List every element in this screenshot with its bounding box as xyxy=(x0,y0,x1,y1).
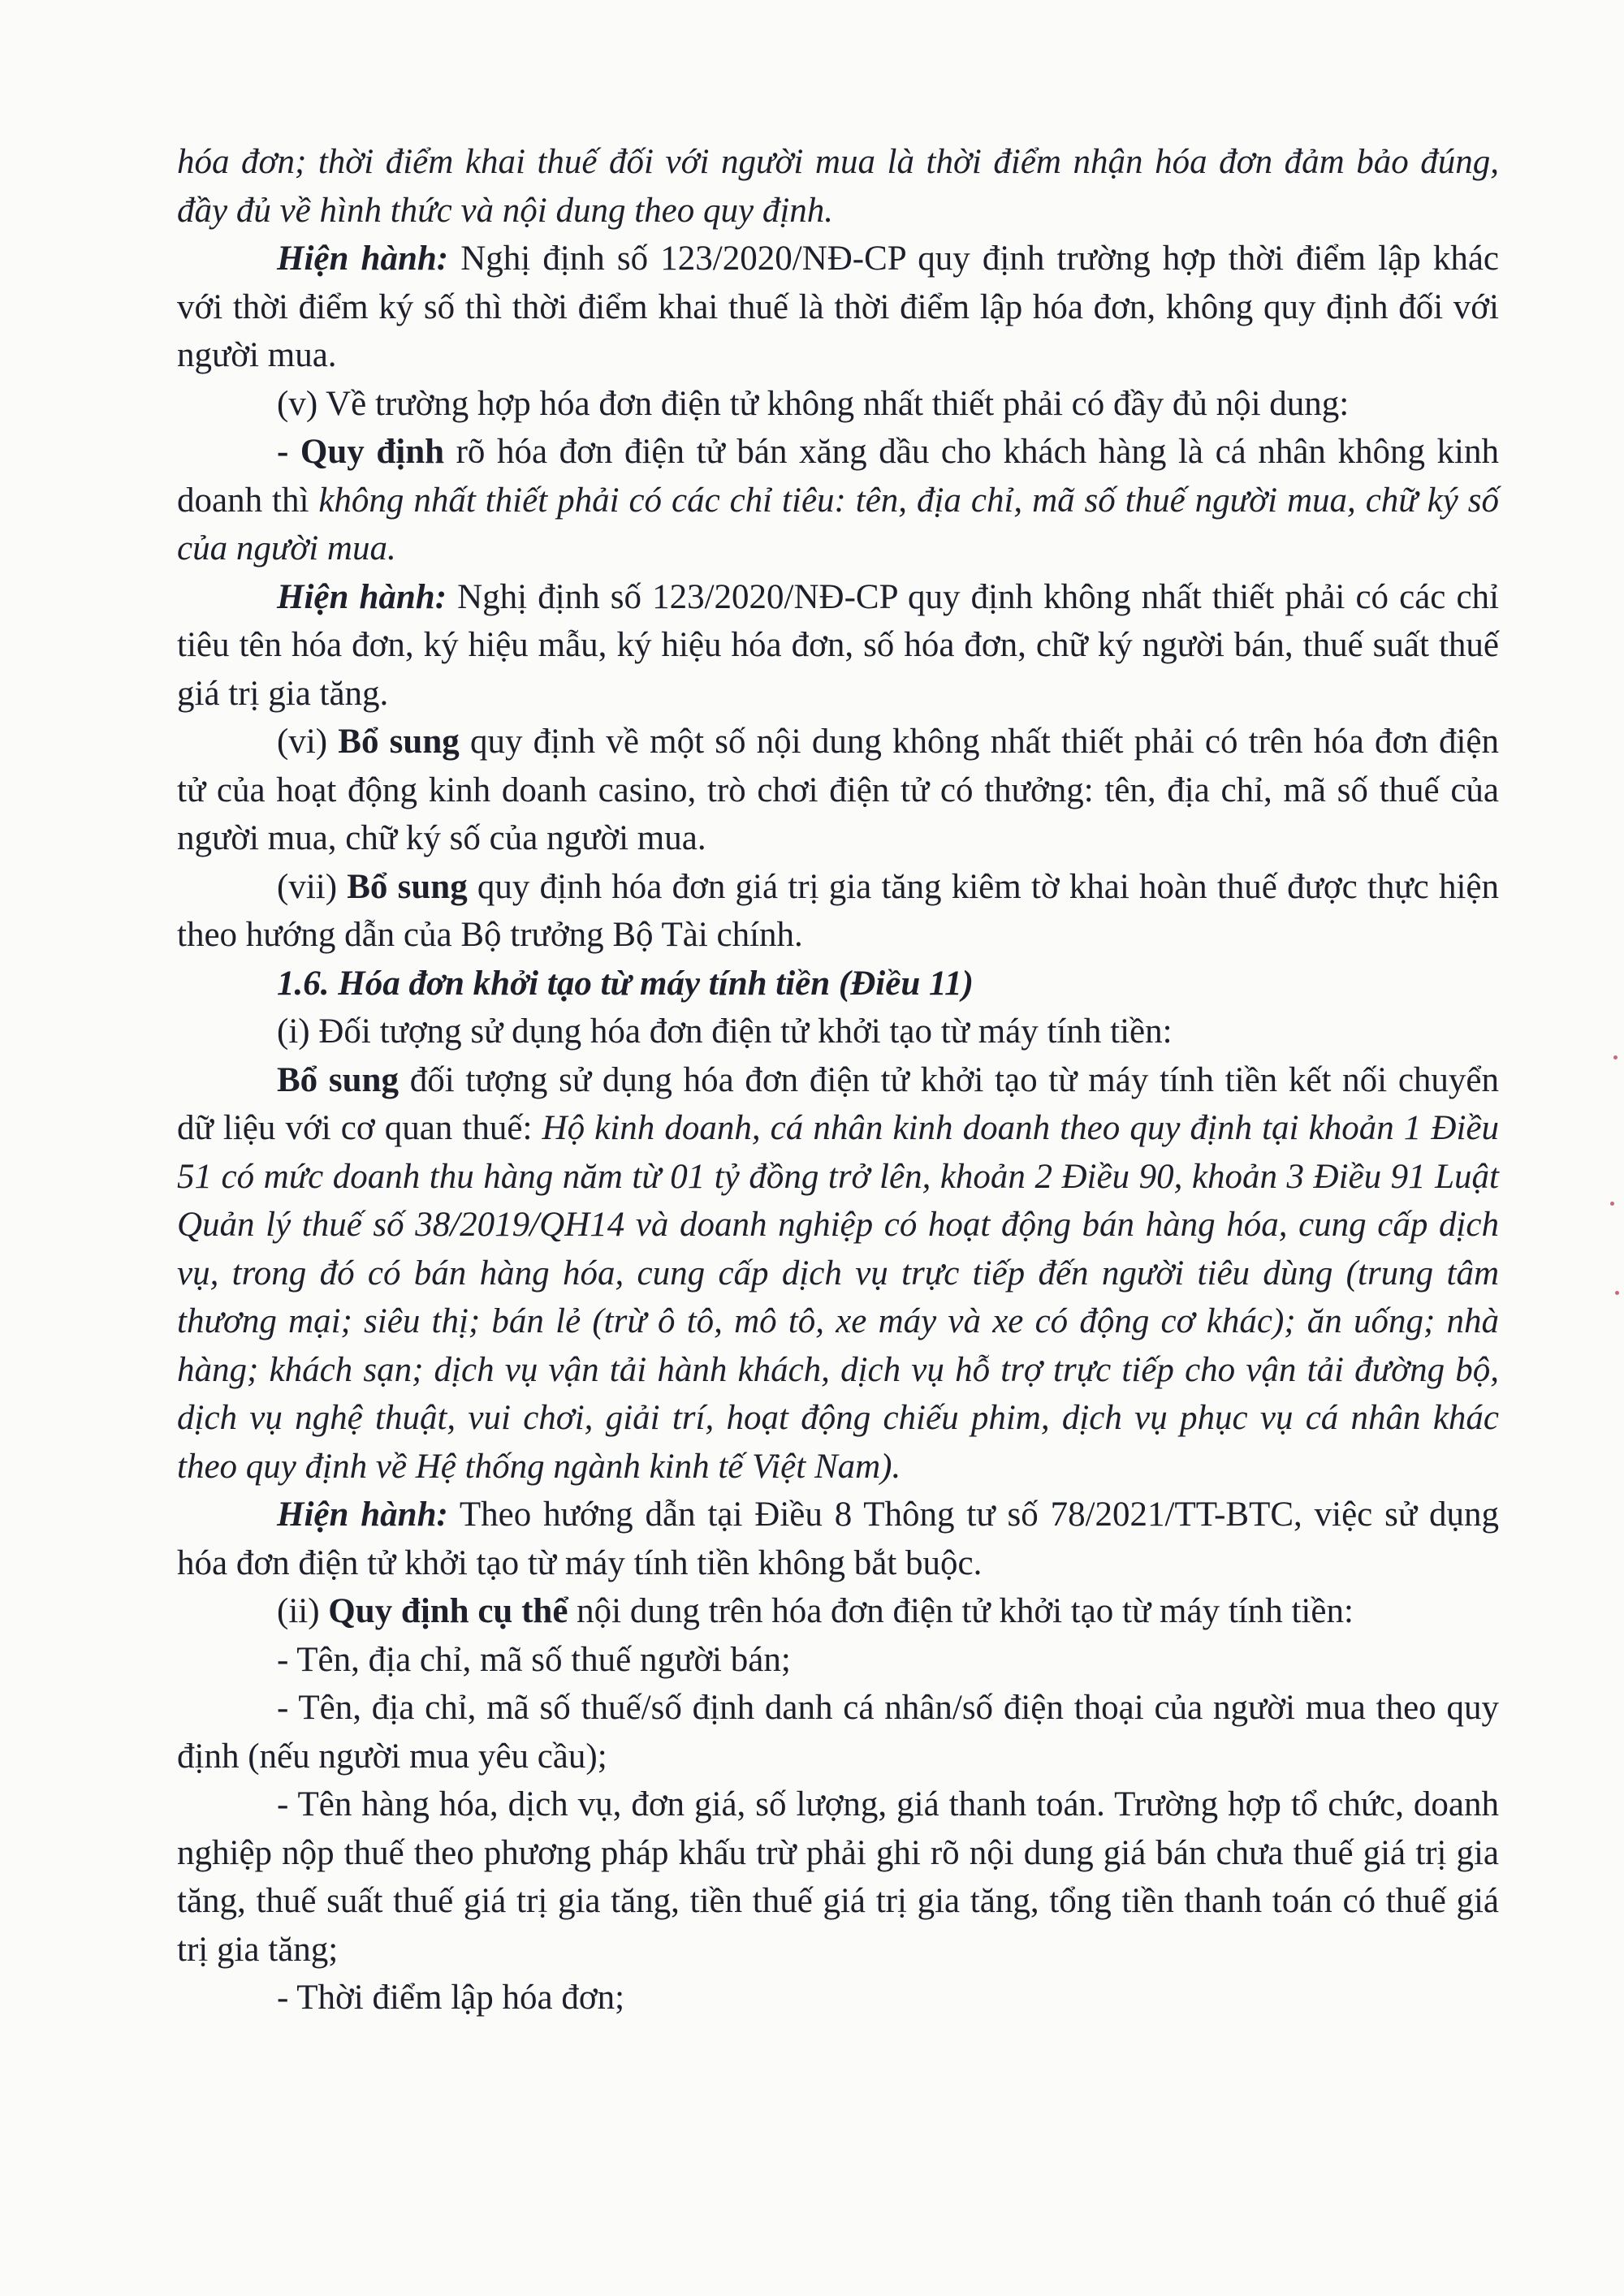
paragraph-p3 xyxy=(177,428,1499,573)
text-run: Bổ sung xyxy=(338,723,460,761)
text-run: không nhất thiết phải có các chỉ tiêu: tên, địa chỉ, mã số thuế người mua, chữ ký số của người mua. xyxy=(177,481,1499,568)
paragraph-p11 xyxy=(177,1587,1499,1636)
text-run: Nghị định số 123/2020/NĐ-CP quy định không nhất thiết phải có các chỉ tiêu tên hóa đơn, ký hiệu mẫu, ký hiệu hóa đơn, số hóa đơn, chữ ký người bán, thuế suất thuế giá trị gia tăng. xyxy=(177,577,1499,713)
paragraph-p14 xyxy=(177,1780,1499,1974)
text-run: - Tên, địa chỉ, mã số thuế người bán; xyxy=(277,1640,791,1679)
paragraph-p9 xyxy=(177,1056,1499,1491)
scan-artifact-marks xyxy=(1600,1055,1624,1299)
paragraph-p5 xyxy=(177,718,1499,863)
text-run: Theo hướng dẫn tại Điều 8 Thông tư số 78/2021/TT-BTC, việc sử dụng hóa đơn điện tử khởi tạo từ máy tính tiền không bắt buộc. xyxy=(177,1495,1499,1582)
text-run: nội dung trên hóa đơn điện tử khởi tạo từ máy tính tiền: xyxy=(568,1592,1354,1630)
text-run: (i) Đối tượng sử dụng hóa đơn điện tử khởi tạo từ máy tính tiền: xyxy=(277,1012,1173,1051)
text-run: Nghị định số 123/2020/NĐ-CP quy định trường hợp thời điểm lập khác với thời điểm ký số thì thời điểm khai thuế là thời điểm lập hóa đơn, không quy định đối với người mua. xyxy=(177,240,1499,374)
text-run: - Tên, địa chỉ, mã số thuế/số định danh cá nhân/số điện thoại của người mua theo quy định (nếu người mua yêu cầu); xyxy=(177,1689,1499,1776)
paragraph-p13 xyxy=(177,1684,1499,1780)
paragraph-p15 xyxy=(177,1974,1499,2022)
paragraph-p1 xyxy=(177,235,1499,380)
text-run: Hiện hành: xyxy=(277,1495,448,1534)
paragraph-p2 xyxy=(177,380,1499,429)
paragraph-p7 xyxy=(177,960,1499,1008)
paragraph-p12 xyxy=(177,1636,1499,1685)
text-run: Quy định cụ thể xyxy=(328,1592,568,1630)
text-run: - Thời điểm lập hóa đơn; xyxy=(277,1979,625,2017)
text-run: (v) Về trường hợp hóa đơn điện tử không nhất thiết phải có đầy đủ nội dung: xyxy=(277,384,1350,423)
text-run: (ii) xyxy=(277,1592,329,1630)
text-run: (vi) xyxy=(277,723,339,761)
text-run: Bổ sung xyxy=(347,867,468,906)
document-page xyxy=(177,138,1499,2022)
paragraph-p10 xyxy=(177,1491,1499,1587)
text-run: rõ hóa đơn điện tử bán xăng dầu cho khách hàng là cá nhân không kinh doanh thì xyxy=(177,433,1500,520)
paragraph-p0 xyxy=(177,138,1499,235)
text-run: quy định về một số nội dung không nhất thiết phải có trên hóa đơn điện tử của hoạt động kinh doanh casino, trò chơi điện tử có thưởng: tên, địa chỉ, mã số thuế của người mua, chữ ký số của người mua. xyxy=(177,723,1499,857)
text-run: 1.6. Hóa đơn khởi tạo từ máy tính tiền (Điều 11) xyxy=(277,964,974,1003)
text-run: Bổ sung xyxy=(277,1060,399,1099)
text-run: hóa đơn; thời điểm khai thuế đối với người mua là thời điểm nhận hóa đơn đảm bảo đúng, đầy đủ về hình thức và nội dung theo quy định. xyxy=(177,143,1499,230)
text-run: Hiện hành: xyxy=(277,577,447,616)
text-run: Hộ kinh doanh, cá nhân kinh doanh theo quy định tại khoản 1 Điều 51 có mức doanh thu hàng năm từ 01 tỷ đồng trở lên, khoản 2 Điều 90, khoản 3 Điều 91 Luật Quản lý thuế số 38/2019/QH14 và doanh nghiệp có hoạt động bán hàng hóa, cung cấp dịch vụ, trong đó có bán hàng hóa, cung cấp dịch vụ trực tiếp đến người tiêu dùng (trung tâm thương mại; siêu thị; bán lẻ (trừ ô tô, mô tô, xe máy và xe có động cơ khác); ăn uống; nhà hàng; khách sạn; dịch vụ vận tải hành khách, dịch vụ hỗ trợ trực tiếp cho vận tải đường bộ, dịch vụ nghệ thuật, vui chơi, giải trí, hoạt động chiếu phim, dịch vụ phục vụ cá nhân khác theo quy định về Hệ thống ngành kinh tế Việt Nam). xyxy=(177,1109,1499,1486)
paragraph-p4 xyxy=(177,573,1499,719)
text-run: Hiện hành: xyxy=(277,240,449,278)
paragraph-p8 xyxy=(177,1008,1499,1056)
paragraph-p6 xyxy=(177,863,1499,960)
text-run: đối tượng sử dụng hóa đơn điện tử khởi tạo từ máy tính tiền kết nối chuyển dữ liệu với cơ quan thuế: xyxy=(177,1060,1499,1147)
text-run: - Tên hàng hóa, dịch vụ, đơn giá, số lượng, giá thanh toán. Trường hợp tổ chức, doanh nghiệp nộp thuế theo phương pháp khấu trừ phải ghi rõ nội dung giá bán chưa thuế giá trị gia tăng, thuế suất thuế giá trị gia tăng, tiền thuế giá trị gia tăng, tổng tiền thanh toán có thuế giá trị gia tăng; xyxy=(177,1785,1499,1969)
text-run: quy định hóa đơn giá trị gia tăng kiêm tờ khai hoàn thuế được thực hiện theo hướng dẫn của Bộ trưởng Bộ Tài chính. xyxy=(177,867,1499,954)
text-run: (vii) xyxy=(277,867,348,906)
text-run: - Quy định xyxy=(277,433,445,471)
